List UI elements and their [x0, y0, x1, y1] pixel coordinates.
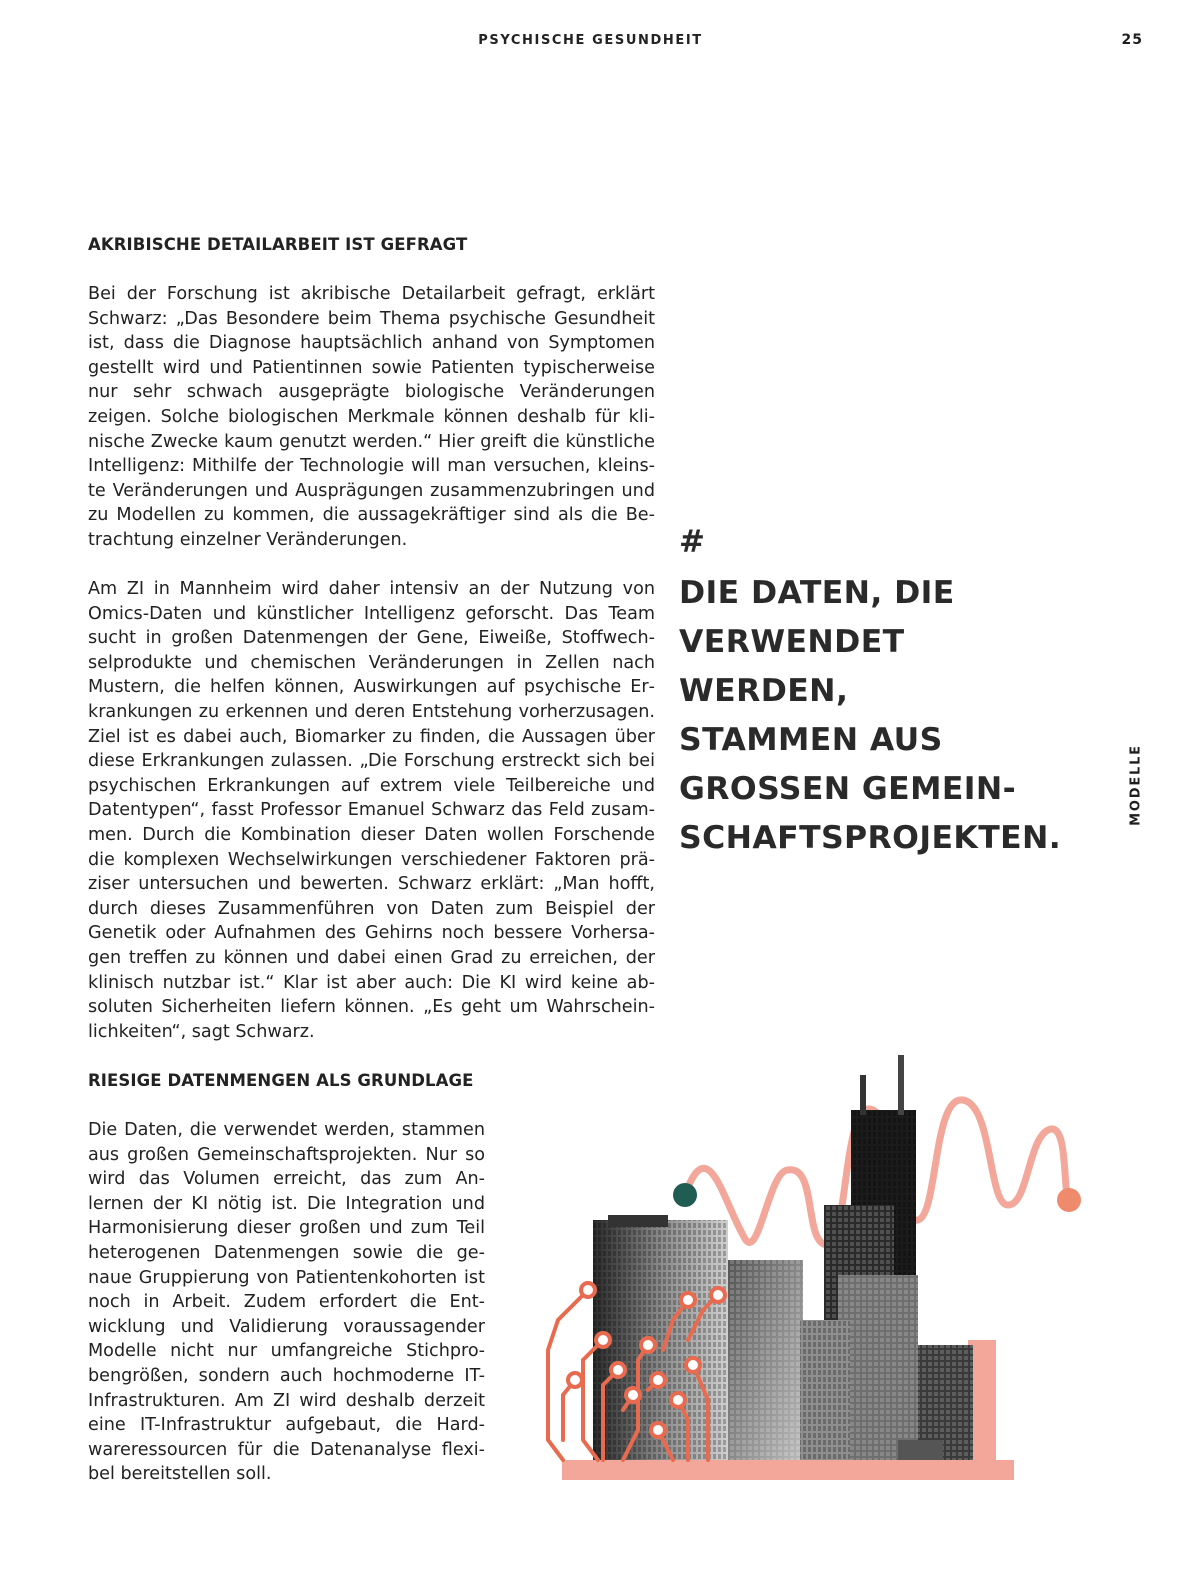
pull-quote: [679, 569, 1062, 863]
body-paragraph-3: Die Daten, die verwendet werden, stammen aus großen Gemeinschaftsprojekten. Nur so wird das Volumen erreicht, das zum Anlernen der KI nötig ist. Die Integration und Harmonisierung dieser großen und zum Teil heterogenen Datenmengen sowie die genaue Gruppierung von Patientenkohorten ist noch in Arbeit. Zudem erfordert die Entwicklung und Validierung voraussagender Modelle nicht nur umfangreiche Stichprobengrößen, sondern auch hochmoderne IT-Infrastrukturen. Am ZI wird deshalb derzeit eine IT-Infrastruktur aufgebaut, die Hardwareressourcen für die Datenanalyse flexibel bereitstellen soll.: [88, 1120, 485, 1485]
pull-quote-line: DIE DATEN, DIE: [679, 575, 955, 611]
pull-quote-line: STAMMEN AUS: [679, 722, 943, 758]
orange-dot: [1057, 1188, 1081, 1212]
section-heading-detailarbeit: AKRIBISCHE DETAILARBEIT IST GEFRAGT: [88, 235, 468, 254]
pull-quote-hash: #: [679, 524, 705, 560]
pull-quote-line: GROSSEN GEMEIN-: [679, 771, 1017, 807]
body-paragraph-1: Bei der Forschung ist akribische Detailarbeit gefragt, erklärt Schwarz: „Das Besondere beim Thema psychische Gesundheit ist, dass die Diagnose hauptsächlich anhand von Symptomen gestellt wird und Patientinnen sowie Patienten typischerweise nur sehr schwach ausgeprägte biologische Veränderungen zeigen. Solche biologischen Merkmale können deshalb für klinische Zwecke kaum genutzt werden.“ Hier greift die künstliche Intelligenz: Mithilfe der Technologie will man versuchen, kleinste Veränderungen und Ausprägungen zusammenzubringen und zu Modellen zu kommen, die aussagekräftiger sind als die Betrachtung einzelner Veränderungen.: [88, 284, 655, 550]
pull-quote-line: SCHAFTSPROJEKTEN.: [679, 820, 1062, 856]
body-paragraph-2: Am ZI in Mannheim wird daher intensiv an der Nutzung von Omics-Daten und künstlicher Intelligenz geforscht. Das Team sucht in großen Datenmengen der Gene, Eiweiße, Stoffwechselprodukte und chemischen Veränderungen in Zellen nach Mustern, die helfen können, Auswirkungen auf psychische Erkrankungen zu erkennen und deren Entstehung vorherzusagen. Ziel ist es dabei auch, Biomarker zu finden, die Aussagen über diese Erkrankungen zulassen. „Die Forschung erstreckt sich bei psychischen Erkrankungen auf extrem viele Teilbereiche und Datentypen“, fasst Professor Emanuel Schwarz das Feld zusammen. Durch die Kombination dieser Daten wollen Forschende die komplexen Wechselwirkungen verschiedener Faktoren präziser untersuchen und bewerten. Schwarz erklärt: „Man hofft, durch dieses Zusammenführen von Daten zum Beispiel der Genetik oder Aufnahmen des Gehirns noch bessere Vorhersagen treffen zu können und dabei einen Grad zu erreichen, der klinisch nutzbar ist.“ Klar ist aber auch: Die KI wird keine absoluten Sicherheiten liefern können. „Es geht um Wahrscheinlichkeiten“, sagt Schwarz.: [88, 579, 655, 1042]
section-side-label: MODELLE: [1128, 744, 1144, 826]
running-title: PSYCHISCHE GESUNDHEIT: [478, 33, 703, 48]
page-number: 25: [1121, 32, 1143, 48]
teal-dot: [673, 1183, 697, 1207]
section-heading-datenmengen: RIESIGE DATENMENGEN ALS GRUNDLAGE: [88, 1071, 474, 1090]
base-block: [562, 1460, 1014, 1480]
skyline-circuit-illustration: [538, 1020, 1098, 1490]
pull-quote-line: VERWENDET WERDEN,: [679, 624, 905, 709]
